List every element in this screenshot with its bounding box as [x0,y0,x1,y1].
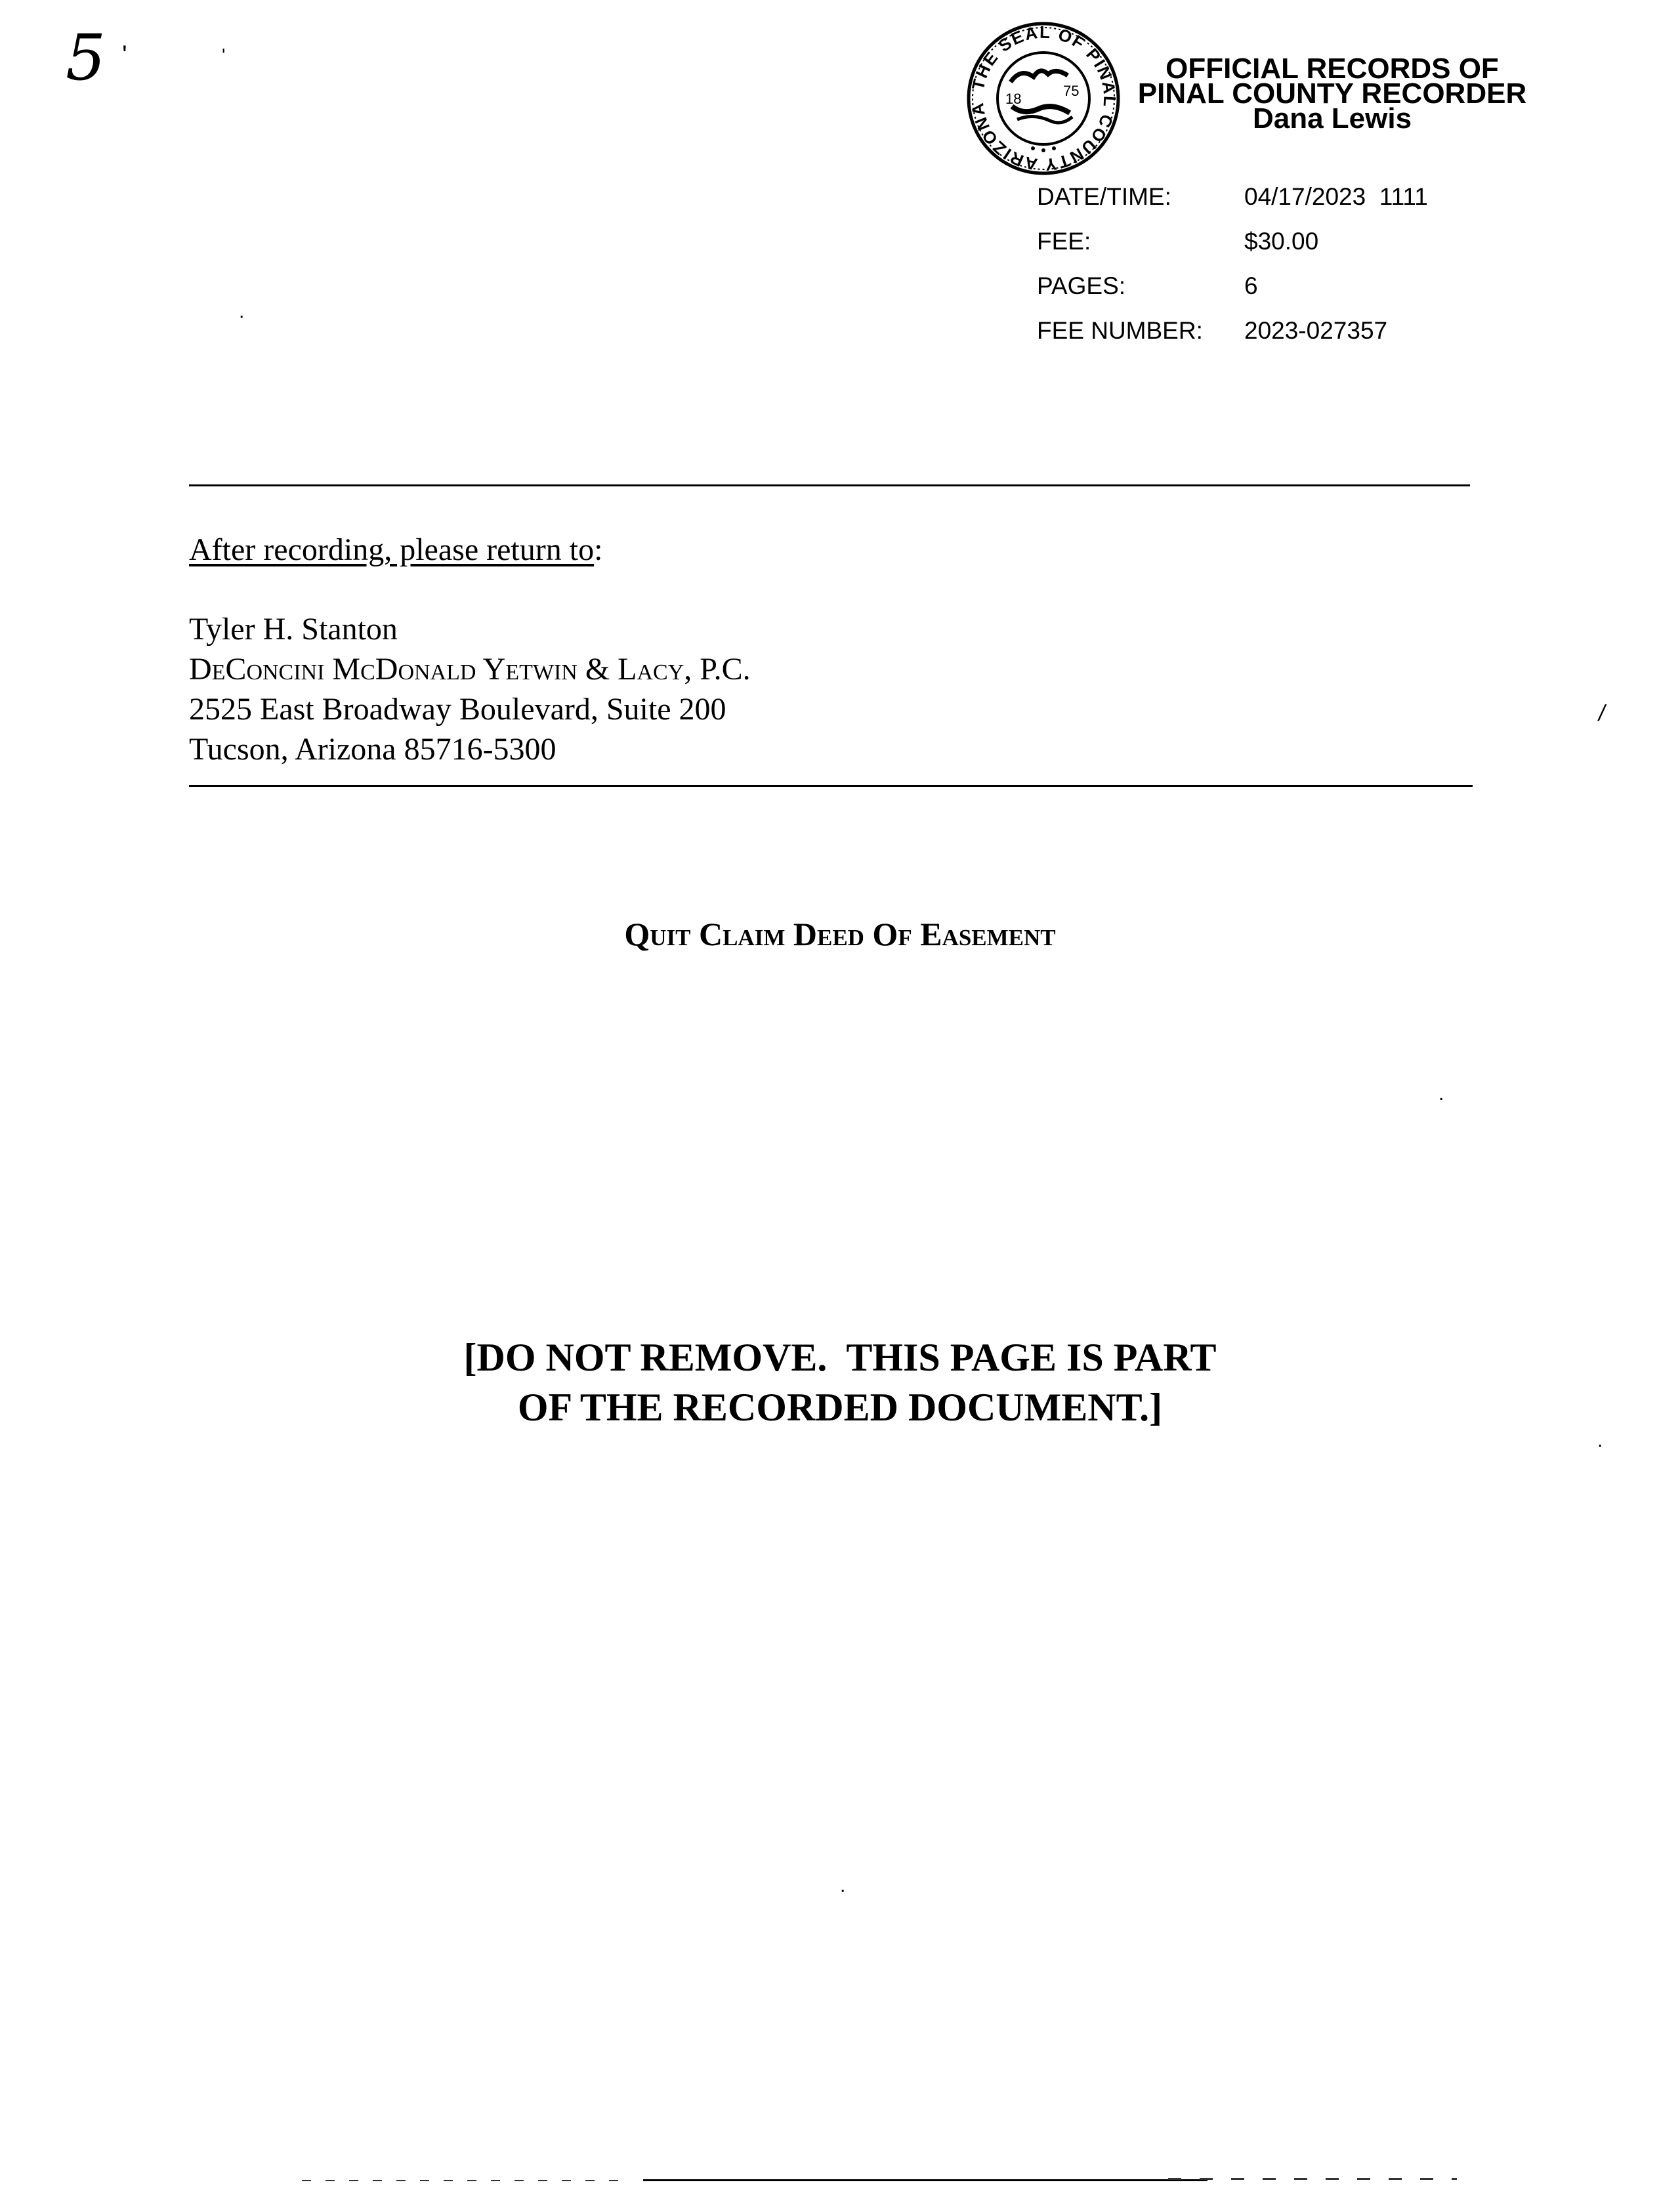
recording-info-label: PAGES: [1037,272,1126,299]
recording-info-row [1037,309,1428,353]
notice-line: OF THE RECORDED DOCUMENT.] [517,1386,1163,1429]
scan-speck: . [239,301,245,322]
seal-year-right: 75 [1063,83,1080,99]
return-street: 2525 East Broadway Boulevard, Suite 200 [189,692,726,727]
recorder-heading-line: OFFICIAL RECORDS OF [1166,53,1499,85]
return-address [189,609,751,769]
divider-rule [189,484,1470,486]
scan-artifact-rule [643,2179,1208,2181]
scan-speck: . [840,1875,846,1896]
notice-line: [DO NOT REMOVE. THIS PAGE IS PART [463,1336,1217,1379]
seal-emblem-icon [965,20,1122,177]
return-to-heading-colon: : [594,532,603,567]
recording-info-value: $30.00 [1244,228,1319,255]
county-seal [965,20,1122,177]
return-to-heading-text: After recording, please return to [189,532,595,567]
scan-speck: . [1438,1083,1444,1105]
recording-info-row [1037,219,1428,264]
recording-info [1037,175,1428,353]
recording-info-value: 6 [1244,272,1258,299]
recording-info-value: 04/17/2023 1111 [1244,183,1428,210]
return-firm: DeConcini McDonald Yetwin & Lacy, P.C. [189,652,751,687]
do-not-remove-notice [0,1332,1680,1432]
recording-info-label: FEE NUMBER: [1037,317,1203,344]
handwritten-page-number: 5 [66,21,106,95]
recording-info-row [1037,264,1428,309]
return-name: Tyler H. Stanton [189,612,398,647]
recording-info-row [1037,175,1428,219]
document-title: Quit Claim Deed Of Easement [624,916,1056,952]
scan-speck: ' [122,41,127,70]
scan-speck: / [1599,701,1605,726]
recorder-heading [1129,53,1536,135]
seal-year-left: 18 [1005,91,1022,107]
recording-info-value: 2023-027357 [1244,317,1388,344]
recorder-heading-line: PINAL COUNTY RECORDER [1137,77,1527,110]
return-to-heading [189,532,602,568]
scan-speck: . [1597,1430,1603,1451]
scan-speck: ˈ [219,45,228,74]
divider-rule [189,785,1473,787]
recording-info-label: DATE/TIME: [1037,183,1171,210]
scan-artifact-rule [302,2180,630,2181]
scan-artifact-rule [1168,2178,1457,2180]
seal-ring-text: THE SEAL OF PINAL COUNTY ARIZONA [967,22,1120,175]
recorder-name: Dana Lewis [1252,102,1412,135]
return-city: Tucson, Arizona 85716-5300 [189,732,556,767]
recording-info-label: FEE: [1037,228,1091,255]
